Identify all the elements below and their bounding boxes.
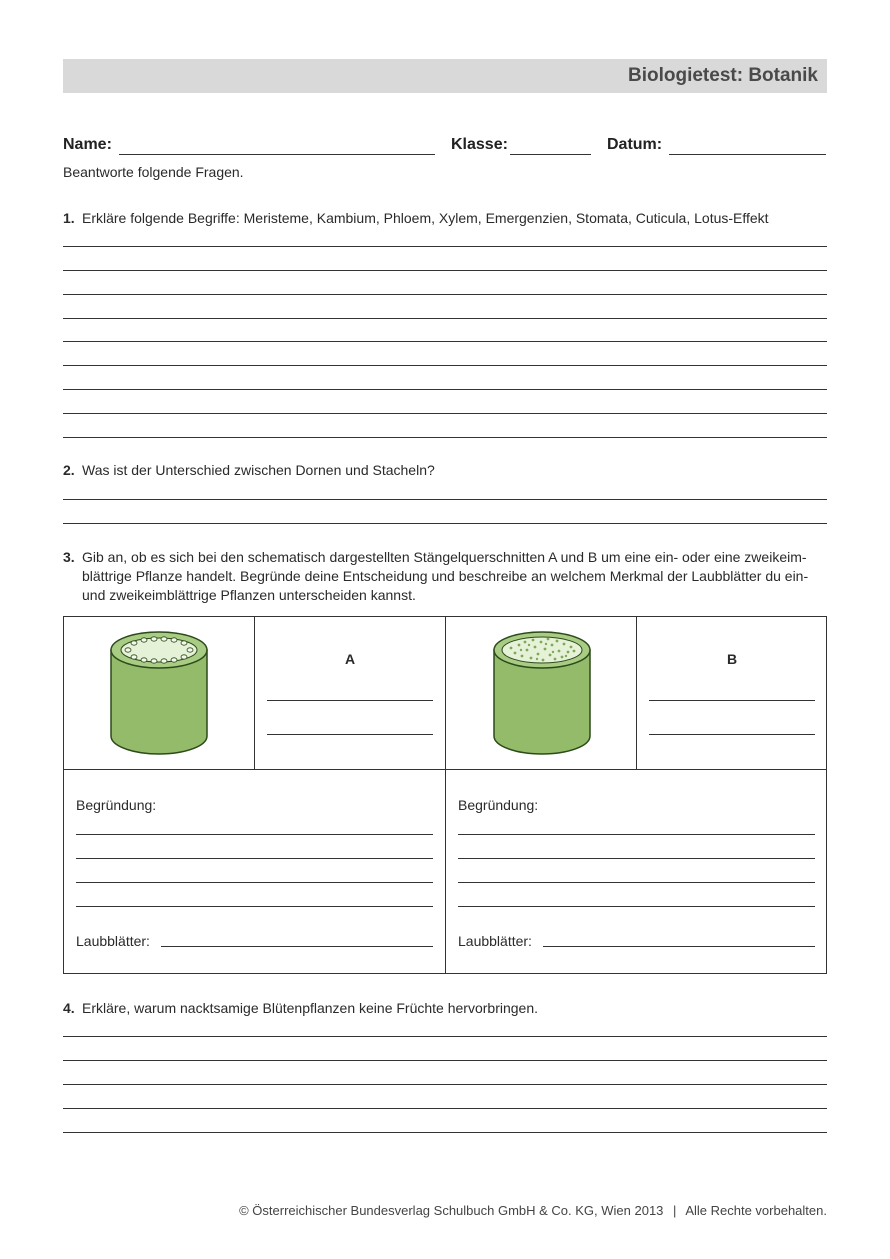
- table-divider: [64, 769, 826, 770]
- title-bar: [63, 59, 827, 93]
- question-2: [63, 461, 827, 480]
- class-label: Klasse:: [451, 136, 508, 153]
- footer-separator: |: [673, 1203, 677, 1218]
- leaves-label-b: Laubblätter:: [458, 933, 532, 949]
- table-divider: [636, 617, 637, 769]
- answer-line[interactable]: [63, 523, 827, 524]
- reason-line-b[interactable]: [458, 882, 815, 883]
- question-text: Was ist der Unterschied zwischen Dornen und Stacheln?: [82, 462, 435, 478]
- answer-line-b-1[interactable]: [649, 700, 815, 701]
- reason-line-a[interactable]: [76, 834, 433, 835]
- question-text-line-1: Gib an, ob es sich bei den schematisch dargestellten Stängelquerschnitten A und B um eine ein- oder eine zweikeim-: [82, 549, 807, 565]
- answer-line[interactable]: [63, 389, 827, 390]
- answer-line-a-2[interactable]: [267, 734, 433, 735]
- date-label: Datum:: [607, 136, 663, 153]
- answer-line-b-2[interactable]: [649, 734, 815, 735]
- answer-line[interactable]: [63, 294, 827, 295]
- answer-line[interactable]: [63, 365, 827, 366]
- reason-line-a[interactable]: [76, 882, 433, 883]
- answer-line-a-1[interactable]: [267, 700, 433, 701]
- reason-line-b[interactable]: [458, 906, 815, 907]
- question-text: Erkläre folgende Begriffe: Meristeme, Kambium, Phloem, Xylem, Emergenzien, Stomata, Cuticula, Lotus-Effekt: [82, 210, 769, 226]
- question-text: Erkläre, warum nacktsamige Blütenpflanzen keine Früchte hervorbringen.: [82, 1000, 539, 1016]
- leaves-line-a[interactable]: [161, 946, 433, 947]
- answer-line[interactable]: [63, 246, 827, 247]
- question-3: [63, 548, 827, 605]
- reason-label-b: Begründung:: [458, 797, 539, 813]
- class-field[interactable]: [510, 154, 591, 155]
- question-text-line-3: und zweikeimblättrige Pflanzen unterscheiden kannst.: [82, 587, 416, 603]
- stem-comparison-table: [63, 616, 827, 974]
- answer-line[interactable]: [63, 413, 827, 414]
- question-4: [63, 999, 827, 1018]
- stem-cross-section-b-image: [491, 628, 593, 758]
- reason-label-a: Begründung:: [76, 797, 157, 813]
- label-b: B: [727, 651, 738, 667]
- answer-line[interactable]: [63, 499, 827, 500]
- answer-line[interactable]: [63, 1132, 827, 1133]
- answer-line[interactable]: [63, 318, 827, 319]
- answer-line[interactable]: [63, 341, 827, 342]
- instructions: Beantworte folgende Fragen.: [63, 164, 244, 180]
- label-a: A: [345, 651, 356, 667]
- date-field[interactable]: [669, 154, 826, 155]
- reason-line-a[interactable]: [76, 906, 433, 907]
- answer-line[interactable]: [63, 1036, 827, 1037]
- name-field[interactable]: [119, 154, 435, 155]
- leaves-line-b[interactable]: [543, 946, 815, 947]
- question-number: 2.: [63, 462, 75, 478]
- answer-line[interactable]: [63, 1084, 827, 1085]
- question-number: 3.: [63, 549, 75, 565]
- answer-line[interactable]: [63, 1060, 827, 1061]
- name-label: Name:: [63, 136, 112, 153]
- stem-cross-section-a-image: [108, 628, 210, 758]
- question-text-line-2: blättrige Pflanze handelt. Begründe deine Entscheidung und beschreibe an welchem Merkmal der Laubblätter du ein-: [82, 568, 809, 584]
- answer-line[interactable]: [63, 1108, 827, 1109]
- page-title: Biologietest: Botanik: [627, 65, 818, 86]
- rights-text: Alle Rechte vorbehalten.: [685, 1203, 827, 1218]
- reason-line-a[interactable]: [76, 858, 433, 859]
- table-divider: [254, 617, 255, 769]
- copyright-text: © Österreichischer Bundesverlag Schulbuch GmbH & Co. KG, Wien 2013: [239, 1203, 664, 1218]
- footer: [239, 1203, 827, 1218]
- table-divider: [445, 617, 446, 973]
- question-number: 1.: [63, 210, 75, 226]
- reason-line-b[interactable]: [458, 834, 815, 835]
- question-number: 4.: [63, 1000, 75, 1016]
- leaves-label-a: Laubblätter:: [76, 933, 150, 949]
- answer-line[interactable]: [63, 437, 827, 438]
- question-1: [63, 209, 827, 228]
- answer-line[interactable]: [63, 270, 827, 271]
- reason-line-b[interactable]: [458, 858, 815, 859]
